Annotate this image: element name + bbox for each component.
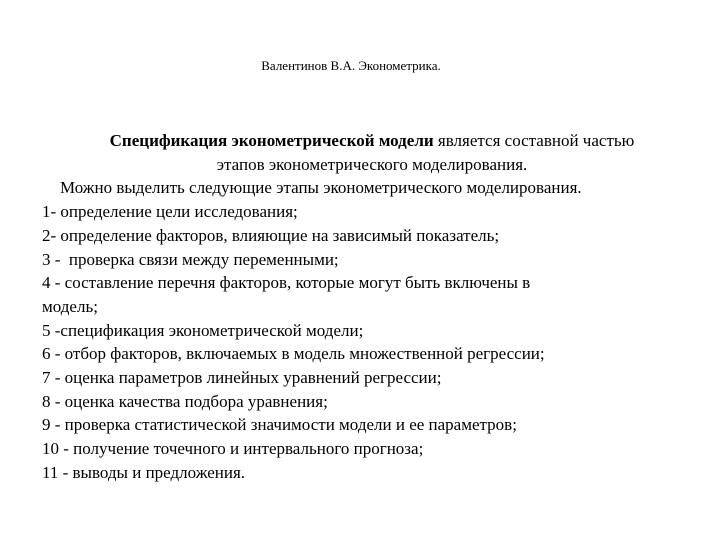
step-item: 11 - выводы и предложения. [42,462,246,482]
step-item: 10 - получение точечного и интервального прогноза; [42,439,424,459]
step-item: 9 - проверка статистической значимости модели и ее параметров; [42,415,517,435]
step-item: 4 - составление перечня факторов, которые могут быть включены в [42,273,531,293]
step-item: 3 - проверка связи между переменными; [42,249,339,269]
step-item: 8 - оценка качества подбора уравнения; [42,391,328,411]
main-text [42,129,702,485]
step-item: 1- определение цели исследования; [42,202,298,222]
intro-bold-phrase: Спецификация эконометрической модели [109,131,434,150]
step-item: 5 -спецификация эконометрической модели; [42,320,364,340]
step-item: 2- определение факторов, влияющие на зависимый показатель; [42,225,500,245]
intro-line-3: Можно выделить следующие этапы эконометрического моделирования. [60,178,582,198]
intro-line-2: этапов эконометрического моделирования. [216,154,528,174]
step-item: 7 - оценка параметров линейных уравнений регрессии; [42,368,442,388]
step-item-continuation: модель; [42,296,98,316]
intro-line-1-rest: является составной частью [433,131,635,150]
step-item: 6 - отбор факторов, включаемых в модель множественной регрессии; [42,344,545,364]
intro-line-1 [42,129,702,153]
header-citation: Валентинов В.А. Эконометрика. [261,58,441,73]
